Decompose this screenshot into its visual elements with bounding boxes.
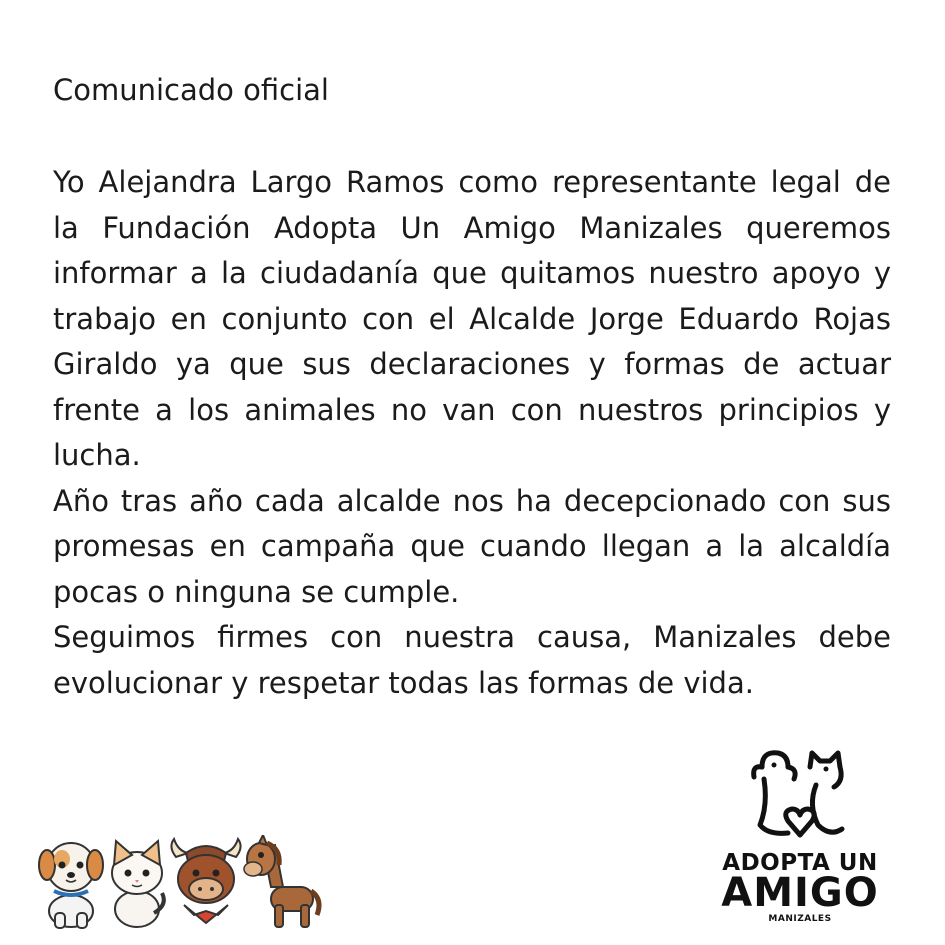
paragraph-3: Seguimos firmes con nuestra causa, Manizales debe evolucionar y respetar todas las formas de vida. xyxy=(53,620,891,700)
animal-illustrations xyxy=(36,835,326,935)
kitten-icon xyxy=(104,835,170,930)
document-title: Comunicado oficial xyxy=(53,73,329,107)
adopta-un-amigo-logo xyxy=(715,745,885,935)
dog-cat-heart-icon xyxy=(748,745,852,845)
horse-icon xyxy=(241,835,323,930)
logo-text-amigo: AMIGO xyxy=(721,870,879,916)
paragraph-2: Año tras año cada alcalde nos ha decepcionado con sus promesas en campaña que cuando llegan a la alcaldía pocas o ninguna se cumple. xyxy=(53,483,891,609)
logo-text-adopta-un: ADOPTA UN xyxy=(722,850,878,876)
logo-text-manizales: MANIZALES xyxy=(768,914,832,924)
paragraph-1: Yo Alejandra Largo Ramos como representante legal de la Fundación Adopta Un Amigo Manizales queremos informar a la ciudadanía que quitamos nuestro apoyo y trabajo en conjunto con el Alcalde Jorge Eduardo Rojas Giraldo ya que sus declaraciones y formas de actuar frente a los animales no van con nuestros principios y lucha. xyxy=(53,165,891,472)
bull-icon xyxy=(168,835,244,930)
puppy-icon xyxy=(36,835,106,930)
document-body xyxy=(53,160,891,706)
